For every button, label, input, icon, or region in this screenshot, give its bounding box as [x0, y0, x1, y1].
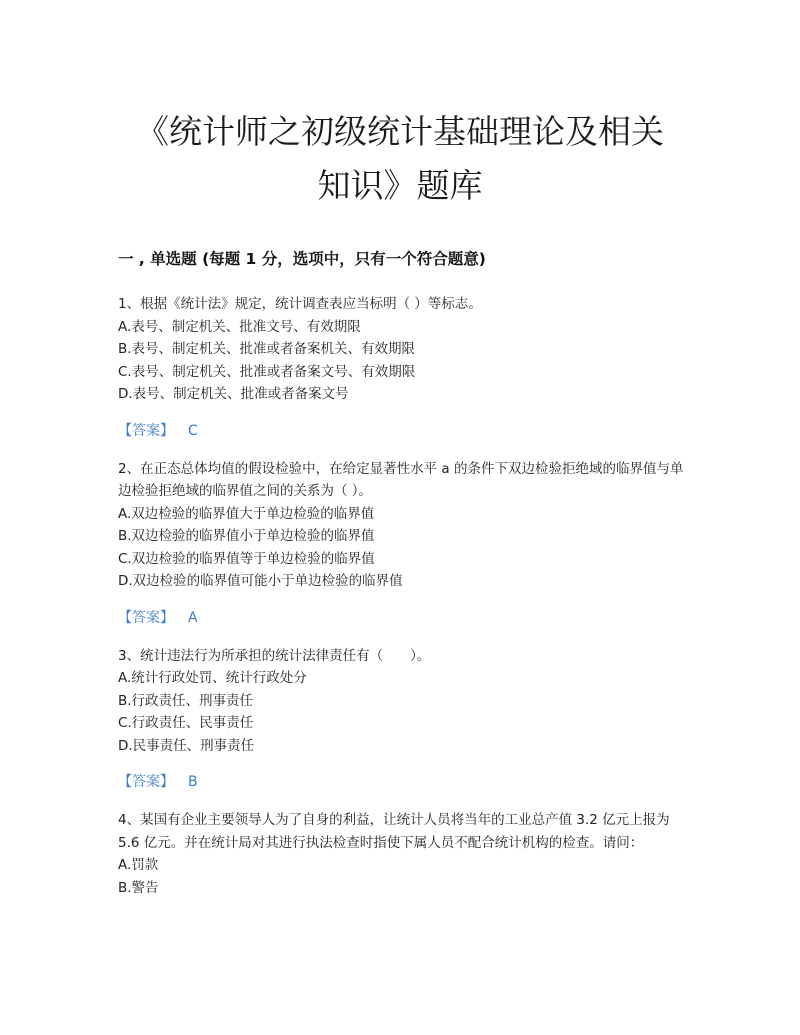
option-b: B.警告 — [118, 879, 159, 896]
option-c: C.行政责任、民事责任 — [118, 715, 254, 731]
option-b: B.双边检验的临界值小于单边检验的临界值 — [118, 528, 375, 544]
question-4 — [118, 809, 688, 899]
question-text: 1、根据《统计法》规定，统计调查表应当标明（ ）等标志。 — [118, 296, 482, 312]
option-d: D.民事责任、刑事责任 — [118, 737, 255, 754]
question-list — [118, 293, 688, 915]
answer-value: A — [188, 609, 198, 626]
option-b: B.表号、制定机关、批准或者备案机关、有效期限 — [118, 341, 416, 357]
option-a: A.表号、制定机关、批准文号、有效期限 — [118, 318, 361, 335]
question-2 — [118, 458, 688, 629]
question-text: 2、在正态总体均值的假设检验中，在给定显著性水平 a 的条件下双边检验拒绝域的临界值与单边检验拒绝域的临界值之间的关系为（ ）。 — [118, 460, 684, 499]
question-text: 4、某国有企业主要领导人为了自身的利益，让统计人员将当年的工业总产值 3.2 亿元上报为 5.6 亿元。并在统计局对其进行执法检查时指使下属人员不配合统计机构的检查。请问： — [118, 812, 670, 851]
document-title — [60, 105, 740, 213]
answer-line — [118, 607, 688, 629]
option-d: D.双边检验的临界值可能小于单边检验的临界值 — [118, 573, 403, 589]
option-c: C.表号、制定机关、批准或者备案文号、有效期限 — [118, 363, 416, 380]
section-heading: 一 , 单选题 (每题 1 分，选项中，只有一个符合题意) — [118, 250, 486, 268]
title-line-2: 知识》题库 — [317, 166, 483, 205]
answer-value: C — [188, 422, 198, 439]
title-line-1: 《统计师之初级统计基础理论及相关 — [136, 112, 664, 151]
option-b: B.行政责任、刑事责任 — [118, 692, 254, 709]
answer-line — [118, 771, 688, 793]
option-c: C.双边检验的临界值等于单边检验的临界值 — [118, 550, 375, 567]
question-1 — [118, 293, 688, 442]
answer-line — [118, 420, 688, 442]
question-3 — [118, 645, 688, 794]
answer-label: 【答案】 — [118, 422, 174, 439]
answer-value: B — [188, 774, 198, 790]
question-text: 3、统计违法行为所承担的统计法律责任有（ ）。 — [118, 647, 431, 664]
option-a: A.统计行政处罚、统计行政处分 — [118, 670, 307, 686]
option-a: A.双边检验的临界值大于单边检验的临界值 — [118, 505, 375, 522]
option-a: A.罚款 — [118, 857, 159, 873]
option-d: D.表号、制定机关、批准或者备案文号 — [118, 386, 349, 402]
answer-label: 【答案】 — [118, 774, 174, 790]
answer-label: 【答案】 — [118, 609, 174, 626]
